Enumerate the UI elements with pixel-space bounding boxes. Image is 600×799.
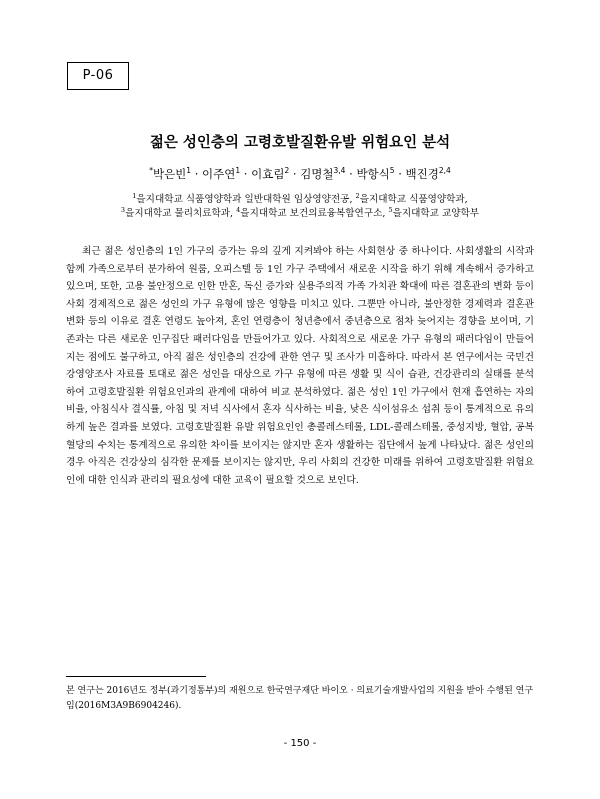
paper-title: 젊은 성인층의 고령호발질환유발 위험요인 분석 bbox=[149, 135, 451, 151]
author-name: 백진경 bbox=[405, 167, 439, 181]
affil-text: 을지대학교 식품영양학과, bbox=[359, 194, 468, 205]
author-4 bbox=[300, 167, 345, 181]
affil-num: 5 bbox=[388, 205, 393, 214]
footnote-divider bbox=[66, 676, 206, 677]
page-number: - 150 - bbox=[283, 738, 317, 749]
affil-text: 을지대학교 교양학부 bbox=[392, 208, 480, 219]
author-line bbox=[0, 166, 600, 182]
affil-text: 을지대학교 보건의료융복합연구소, bbox=[240, 208, 389, 219]
abstract-body: 최근 젊은 성인층의 1인 가구의 증가는 유의 깊게 지켜봐야 하는 사회현상 중 하나이다. 사회생활의 시작과 함께 가족으로부터 분가하여 원룸, 오피스텔 등 1인 가구 주택에서 새로운 시작을 하기 위해 계속해서 증가하고 있으며, 또한, 고용 불안정으로 인한 만혼, 독신 증가와 실용주의적 가족 가치관 확대에 따른 결혼관의 변화 등이 사회 경제적으로 젊은 성인의 가구 유형에 많은 영향을 미치고 있다. 그뿐만 아니라, 불안정한 경제력과 결혼관 변화 등의 이유로 결혼 연령도 높아져, 혼인 연령층이 청년층에서 중년층으로 점차 늦어지는 경향을 보이며, 기존과는 다른 새로운 인구집단 패러다임을 만들어가고 있다. 사회적으로 새로운 가구 유형의 패러다임이 만들어지는 점에도 불구하고, 아직 젊은 성인층의 건강에 관한 연구 및 조사가 미흡하다. 따라서 본 연구에서는 국민건강영양조사 자료를 토대로 젊은 성인을 대상으로 가구 유형에 따른 생활 및 식이 습관, 건강관리의 실태를 분석하여 고령호발질환 위험요인과의 관계에 대하여 비교 분석하였다. 젊은 성인 1인 가구에서 현재 흡연하는 자의 비율, 아침식사 결식률, 아침 및 저녁 식사에서 혼자 식사하는 비율, 낮은 식이섬유소 섭취 등이 통계적으로 유의하게 높은 결과를 보였다. 고령호발질환 유발 위험요인인 총콜레스테롤, LDL-콜레스테롤, 중성지방, 혈압, 공복혈당의 수치는 통계적으로 유의한 차이를 보이지는 않지만 혼자 생활하는 집단에서 높게 나타났다. 젊은 성인의 경우 아직은 건강상의 심각한 문제를 보이지는 않지만, 우리 사회의 건강한 미래를 위하여 고령호발질환 위험요인에 대한 인식과 관리의 필요성에 대한 교육이 필요할 것으로 보인다. bbox=[66, 246, 534, 486]
funding-footnote: 본 연구는 2016년도 정부(과기정통부)의 재원으로 한국연구재단 바이오 · 의료기술개발사업의 지원을 받아 수행된 연구임(2016M3A9B6904246). bbox=[66, 686, 534, 711]
author-2 bbox=[202, 167, 240, 181]
author-name: 박은빈 bbox=[152, 167, 187, 181]
author-separator: · bbox=[394, 167, 406, 181]
affiliation-line-2 bbox=[0, 207, 600, 221]
poster-id-box: P-06 bbox=[67, 62, 129, 90]
author-affil-num: 1 bbox=[186, 166, 192, 176]
author-1 bbox=[149, 167, 191, 181]
affil-text: 을지대학교 물리치료학과, bbox=[125, 208, 237, 219]
author-separator: · bbox=[345, 167, 357, 181]
author-name: 박항식 bbox=[356, 167, 390, 181]
author-affil-num: 5 bbox=[389, 166, 395, 176]
author-separator: · bbox=[240, 167, 252, 181]
author-affil-num: 3,4 bbox=[333, 166, 346, 176]
affil-num: 4 bbox=[236, 205, 241, 214]
affiliation-line-1 bbox=[0, 193, 600, 207]
author-6 bbox=[406, 167, 451, 181]
author-name: 이효림 bbox=[251, 167, 285, 181]
affil-num: 3 bbox=[120, 205, 126, 214]
affiliations bbox=[0, 193, 600, 221]
author-3 bbox=[251, 167, 289, 181]
author-affil-num: 2,4 bbox=[438, 166, 451, 176]
author-affil-num: 1 bbox=[235, 166, 241, 176]
affil-text: 을지대학교 식품영양학과 일반대학원 임상영양전공, bbox=[136, 194, 356, 205]
author-5 bbox=[356, 167, 394, 181]
affil-num: 2 bbox=[355, 191, 360, 200]
author-name: 이주연 bbox=[202, 167, 236, 181]
author-separator: · bbox=[289, 167, 301, 181]
author-affil-num: 2 bbox=[284, 166, 290, 176]
corresponding-mark: * bbox=[149, 166, 153, 176]
affil-num: 1 bbox=[132, 191, 137, 200]
author-name: 김명철 bbox=[300, 167, 334, 181]
author-separator: · bbox=[191, 167, 203, 181]
